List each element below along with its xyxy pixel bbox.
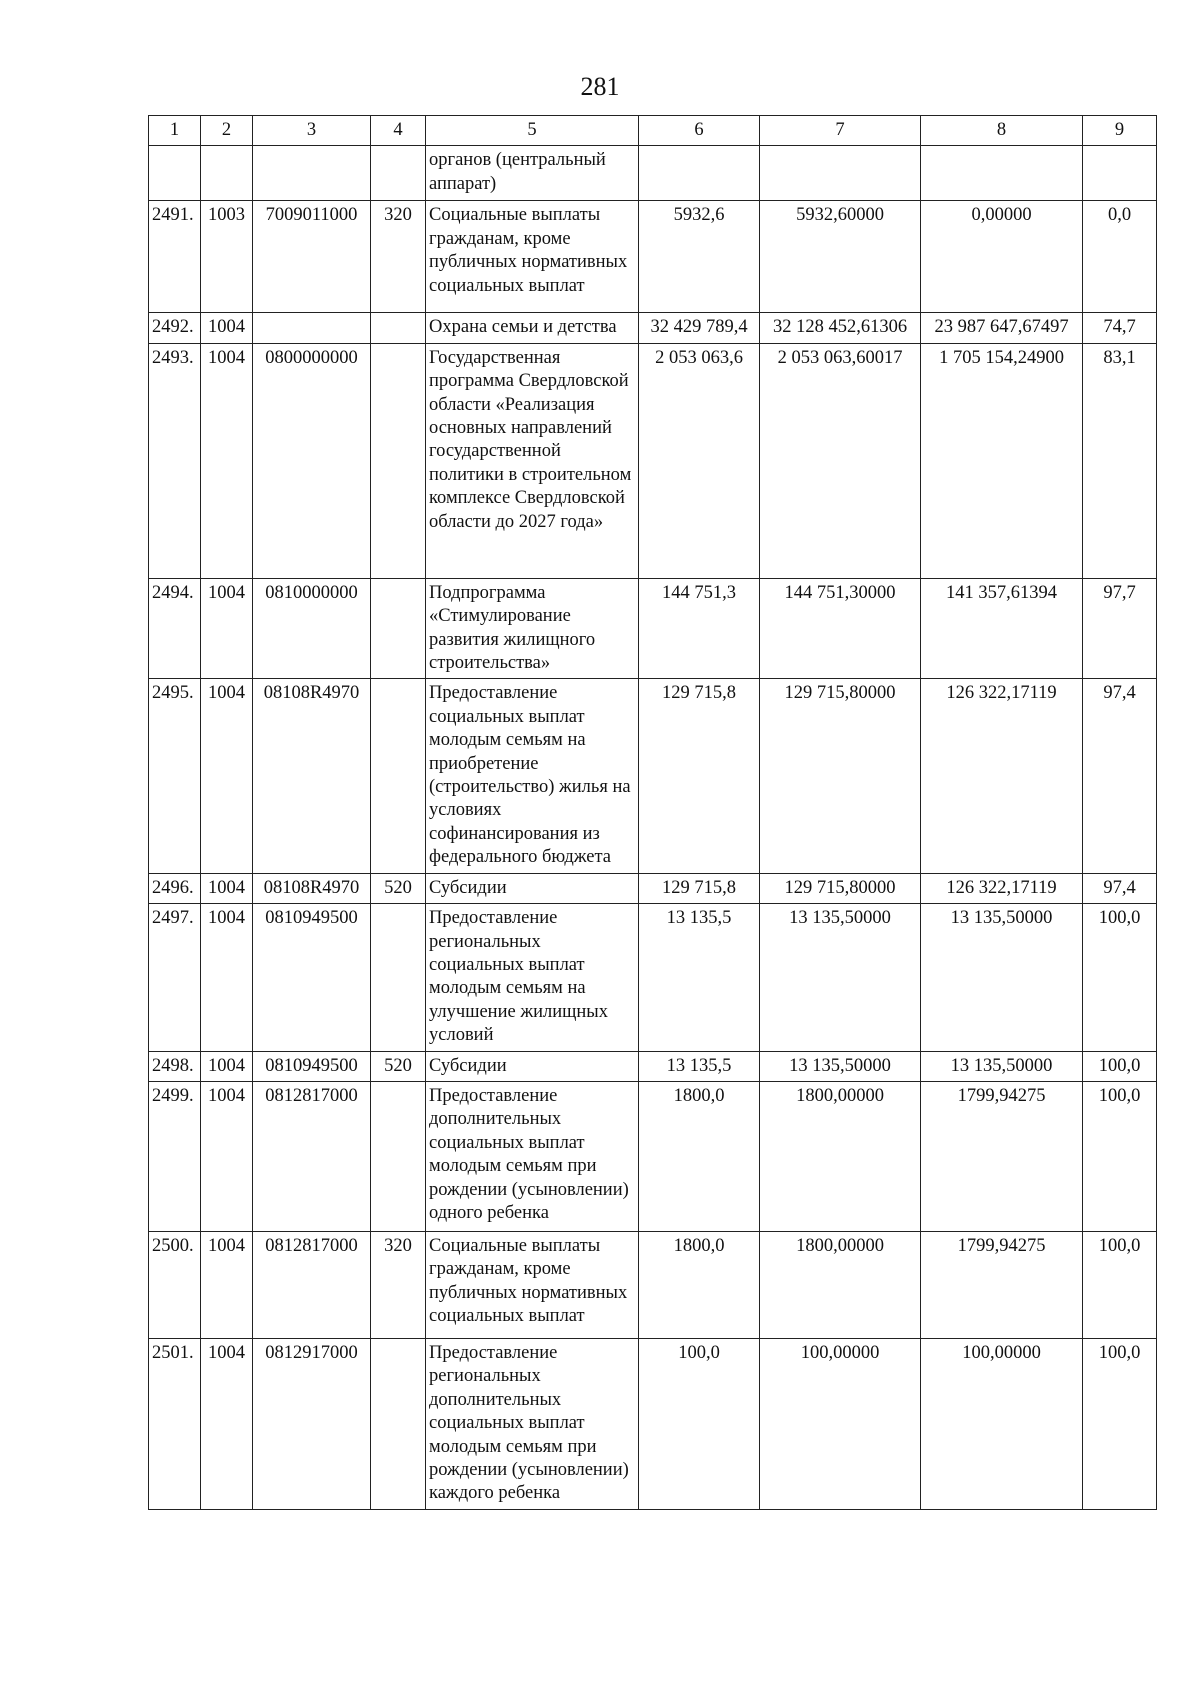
expense-type-cell — [371, 313, 426, 343]
name-cell: Предоставление региональных социальных выплат молодым семьям на улучшение жилищных условий — [426, 904, 639, 1051]
executed-cell: 100,00000 — [921, 1338, 1083, 1509]
row-number-cell: 2501. — [149, 1338, 201, 1509]
column-header: 2 — [201, 116, 253, 146]
refined-plan-cell: 129 715,80000 — [760, 679, 921, 873]
table-row — [149, 904, 1157, 1051]
row-number-cell: 2500. — [149, 1231, 201, 1338]
section-code-cell: 1004 — [201, 578, 253, 679]
plan-cell: 13 135,5 — [639, 1051, 760, 1081]
percent-cell: 97,4 — [1083, 679, 1157, 873]
target-article-cell: 0812817000 — [253, 1231, 371, 1338]
plan-cell — [639, 146, 760, 201]
budget-table — [148, 115, 1157, 1510]
target-article-cell: 0812917000 — [253, 1338, 371, 1509]
expense-type-cell: 320 — [371, 201, 426, 313]
table-body — [149, 146, 1157, 1509]
name-cell: Субсидии — [426, 873, 639, 903]
column-header: 1 — [149, 116, 201, 146]
target-article-cell: 7009011000 — [253, 201, 371, 313]
plan-cell: 13 135,5 — [639, 904, 760, 1051]
plan-cell: 1800,0 — [639, 1081, 760, 1231]
table-row — [149, 578, 1157, 679]
section-code-cell: 1004 — [201, 873, 253, 903]
target-article-cell: 0810949500 — [253, 904, 371, 1051]
percent-cell: 97,7 — [1083, 578, 1157, 679]
executed-cell: 141 357,61394 — [921, 578, 1083, 679]
expense-type-cell — [371, 679, 426, 873]
percent-cell: 100,0 — [1083, 1231, 1157, 1338]
refined-plan-cell: 2 053 063,60017 — [760, 343, 921, 578]
executed-cell: 1799,94275 — [921, 1081, 1083, 1231]
plan-cell: 144 751,3 — [639, 578, 760, 679]
row-number-cell: 2499. — [149, 1081, 201, 1231]
expense-type-cell: 520 — [371, 1051, 426, 1081]
table-row — [149, 1081, 1157, 1231]
table-row — [149, 201, 1157, 313]
executed-cell: 126 322,17119 — [921, 873, 1083, 903]
table-row — [149, 1231, 1157, 1338]
section-code-cell: 1004 — [201, 1081, 253, 1231]
expense-type-cell — [371, 1081, 426, 1231]
section-code-cell: 1004 — [201, 1338, 253, 1509]
column-header: 5 — [426, 116, 639, 146]
target-article-cell — [253, 146, 371, 201]
row-number-cell: 2496. — [149, 873, 201, 903]
plan-cell: 32 429 789,4 — [639, 313, 760, 343]
percent-cell — [1083, 146, 1157, 201]
column-header: 3 — [253, 116, 371, 146]
column-header: 7 — [760, 116, 921, 146]
executed-cell: 23 987 647,67497 — [921, 313, 1083, 343]
name-cell: Государственная программа Свердловской области «Реализация основных направлений государственной политики в строительном комплексе Свердловской области до 2027 года» — [426, 343, 639, 578]
section-code-cell: 1003 — [201, 201, 253, 313]
percent-cell: 100,0 — [1083, 1051, 1157, 1081]
page-number: 281 — [580, 72, 620, 101]
refined-plan-cell: 13 135,50000 — [760, 1051, 921, 1081]
target-article-cell: 0810949500 — [253, 1051, 371, 1081]
expense-type-cell — [371, 1338, 426, 1509]
row-number-cell: 2494. — [149, 578, 201, 679]
target-article-cell: 0812817000 — [253, 1081, 371, 1231]
expense-type-cell — [371, 146, 426, 201]
row-number-cell: 2491. — [149, 201, 201, 313]
target-article-cell: 08108R4970 — [253, 873, 371, 903]
plan-cell: 5932,6 — [639, 201, 760, 313]
column-header: 8 — [921, 116, 1083, 146]
name-cell: Предоставление дополнительных социальных выплат молодым семьям при рождении (усыновлении) одного ребенка — [426, 1081, 639, 1231]
section-code-cell: 1004 — [201, 679, 253, 873]
table-row — [149, 873, 1157, 903]
refined-plan-cell: 129 715,80000 — [760, 873, 921, 903]
executed-cell: 126 322,17119 — [921, 679, 1083, 873]
section-code-cell: 1004 — [201, 343, 253, 578]
refined-plan-cell — [760, 146, 921, 201]
target-article-cell: 0800000000 — [253, 343, 371, 578]
expense-type-cell — [371, 578, 426, 679]
row-number-cell — [149, 146, 201, 201]
target-article-cell: 08108R4970 — [253, 679, 371, 873]
plan-cell: 129 715,8 — [639, 679, 760, 873]
expense-type-cell: 520 — [371, 873, 426, 903]
row-number-cell: 2495. — [149, 679, 201, 873]
row-number-cell: 2498. — [149, 1051, 201, 1081]
section-code-cell: 1004 — [201, 313, 253, 343]
refined-plan-cell: 1800,00000 — [760, 1231, 921, 1338]
row-number-cell: 2492. — [149, 313, 201, 343]
refined-plan-cell: 32 128 452,61306 — [760, 313, 921, 343]
executed-cell: 13 135,50000 — [921, 1051, 1083, 1081]
target-article-cell: 0810000000 — [253, 578, 371, 679]
executed-cell: 1 705 154,24900 — [921, 343, 1083, 578]
table-row — [149, 1051, 1157, 1081]
target-article-cell — [253, 313, 371, 343]
name-cell: Субсидии — [426, 1051, 639, 1081]
name-cell: органов (центральный аппарат) — [426, 146, 639, 201]
name-cell: Подпрограмма «Стимулирование развития жилищного строительства» — [426, 578, 639, 679]
percent-cell: 74,7 — [1083, 313, 1157, 343]
plan-cell: 1800,0 — [639, 1231, 760, 1338]
refined-plan-cell: 1800,00000 — [760, 1081, 921, 1231]
percent-cell: 100,0 — [1083, 1338, 1157, 1509]
percent-cell: 97,4 — [1083, 873, 1157, 903]
table-header-row — [149, 116, 1157, 146]
section-code-cell: 1004 — [201, 1231, 253, 1338]
section-code-cell — [201, 146, 253, 201]
row-number-cell: 2497. — [149, 904, 201, 1051]
column-header: 6 — [639, 116, 760, 146]
percent-cell: 100,0 — [1083, 904, 1157, 1051]
row-number-cell: 2493. — [149, 343, 201, 578]
refined-plan-cell: 144 751,30000 — [760, 578, 921, 679]
percent-cell: 0,0 — [1083, 201, 1157, 313]
table-row — [149, 313, 1157, 343]
refined-plan-cell: 100,00000 — [760, 1338, 921, 1509]
plan-cell: 100,0 — [639, 1338, 760, 1509]
name-cell: Социальные выплаты гражданам, кроме публичных нормативных социальных выплат — [426, 1231, 639, 1338]
expense-type-cell — [371, 343, 426, 578]
section-code-cell: 1004 — [201, 1051, 253, 1081]
percent-cell: 100,0 — [1083, 1081, 1157, 1231]
name-cell: Социальные выплаты гражданам, кроме публичных нормативных социальных выплат — [426, 201, 639, 313]
section-code-cell: 1004 — [201, 904, 253, 1051]
executed-cell: 1799,94275 — [921, 1231, 1083, 1338]
name-cell: Предоставление региональных дополнительных социальных выплат молодым семьям при рождении (усыновлении) каждого ребенка — [426, 1338, 639, 1509]
column-header: 4 — [371, 116, 426, 146]
plan-cell: 129 715,8 — [639, 873, 760, 903]
refined-plan-cell: 13 135,50000 — [760, 904, 921, 1051]
executed-cell — [921, 146, 1083, 201]
table-row — [149, 146, 1157, 201]
executed-cell: 13 135,50000 — [921, 904, 1083, 1051]
percent-cell: 83,1 — [1083, 343, 1157, 578]
column-header: 9 — [1083, 116, 1157, 146]
name-cell: Охрана семьи и детства — [426, 313, 639, 343]
refined-plan-cell: 5932,60000 — [760, 201, 921, 313]
table-row — [149, 1338, 1157, 1509]
table-row — [149, 343, 1157, 578]
expense-type-cell — [371, 904, 426, 1051]
expense-type-cell: 320 — [371, 1231, 426, 1338]
executed-cell: 0,00000 — [921, 201, 1083, 313]
table-row — [149, 679, 1157, 873]
plan-cell: 2 053 063,6 — [639, 343, 760, 578]
name-cell: Предоставление социальных выплат молодым семьям на приобретение (строительство) жилья на условиях софинансирования из федерального бюджета — [426, 679, 639, 873]
